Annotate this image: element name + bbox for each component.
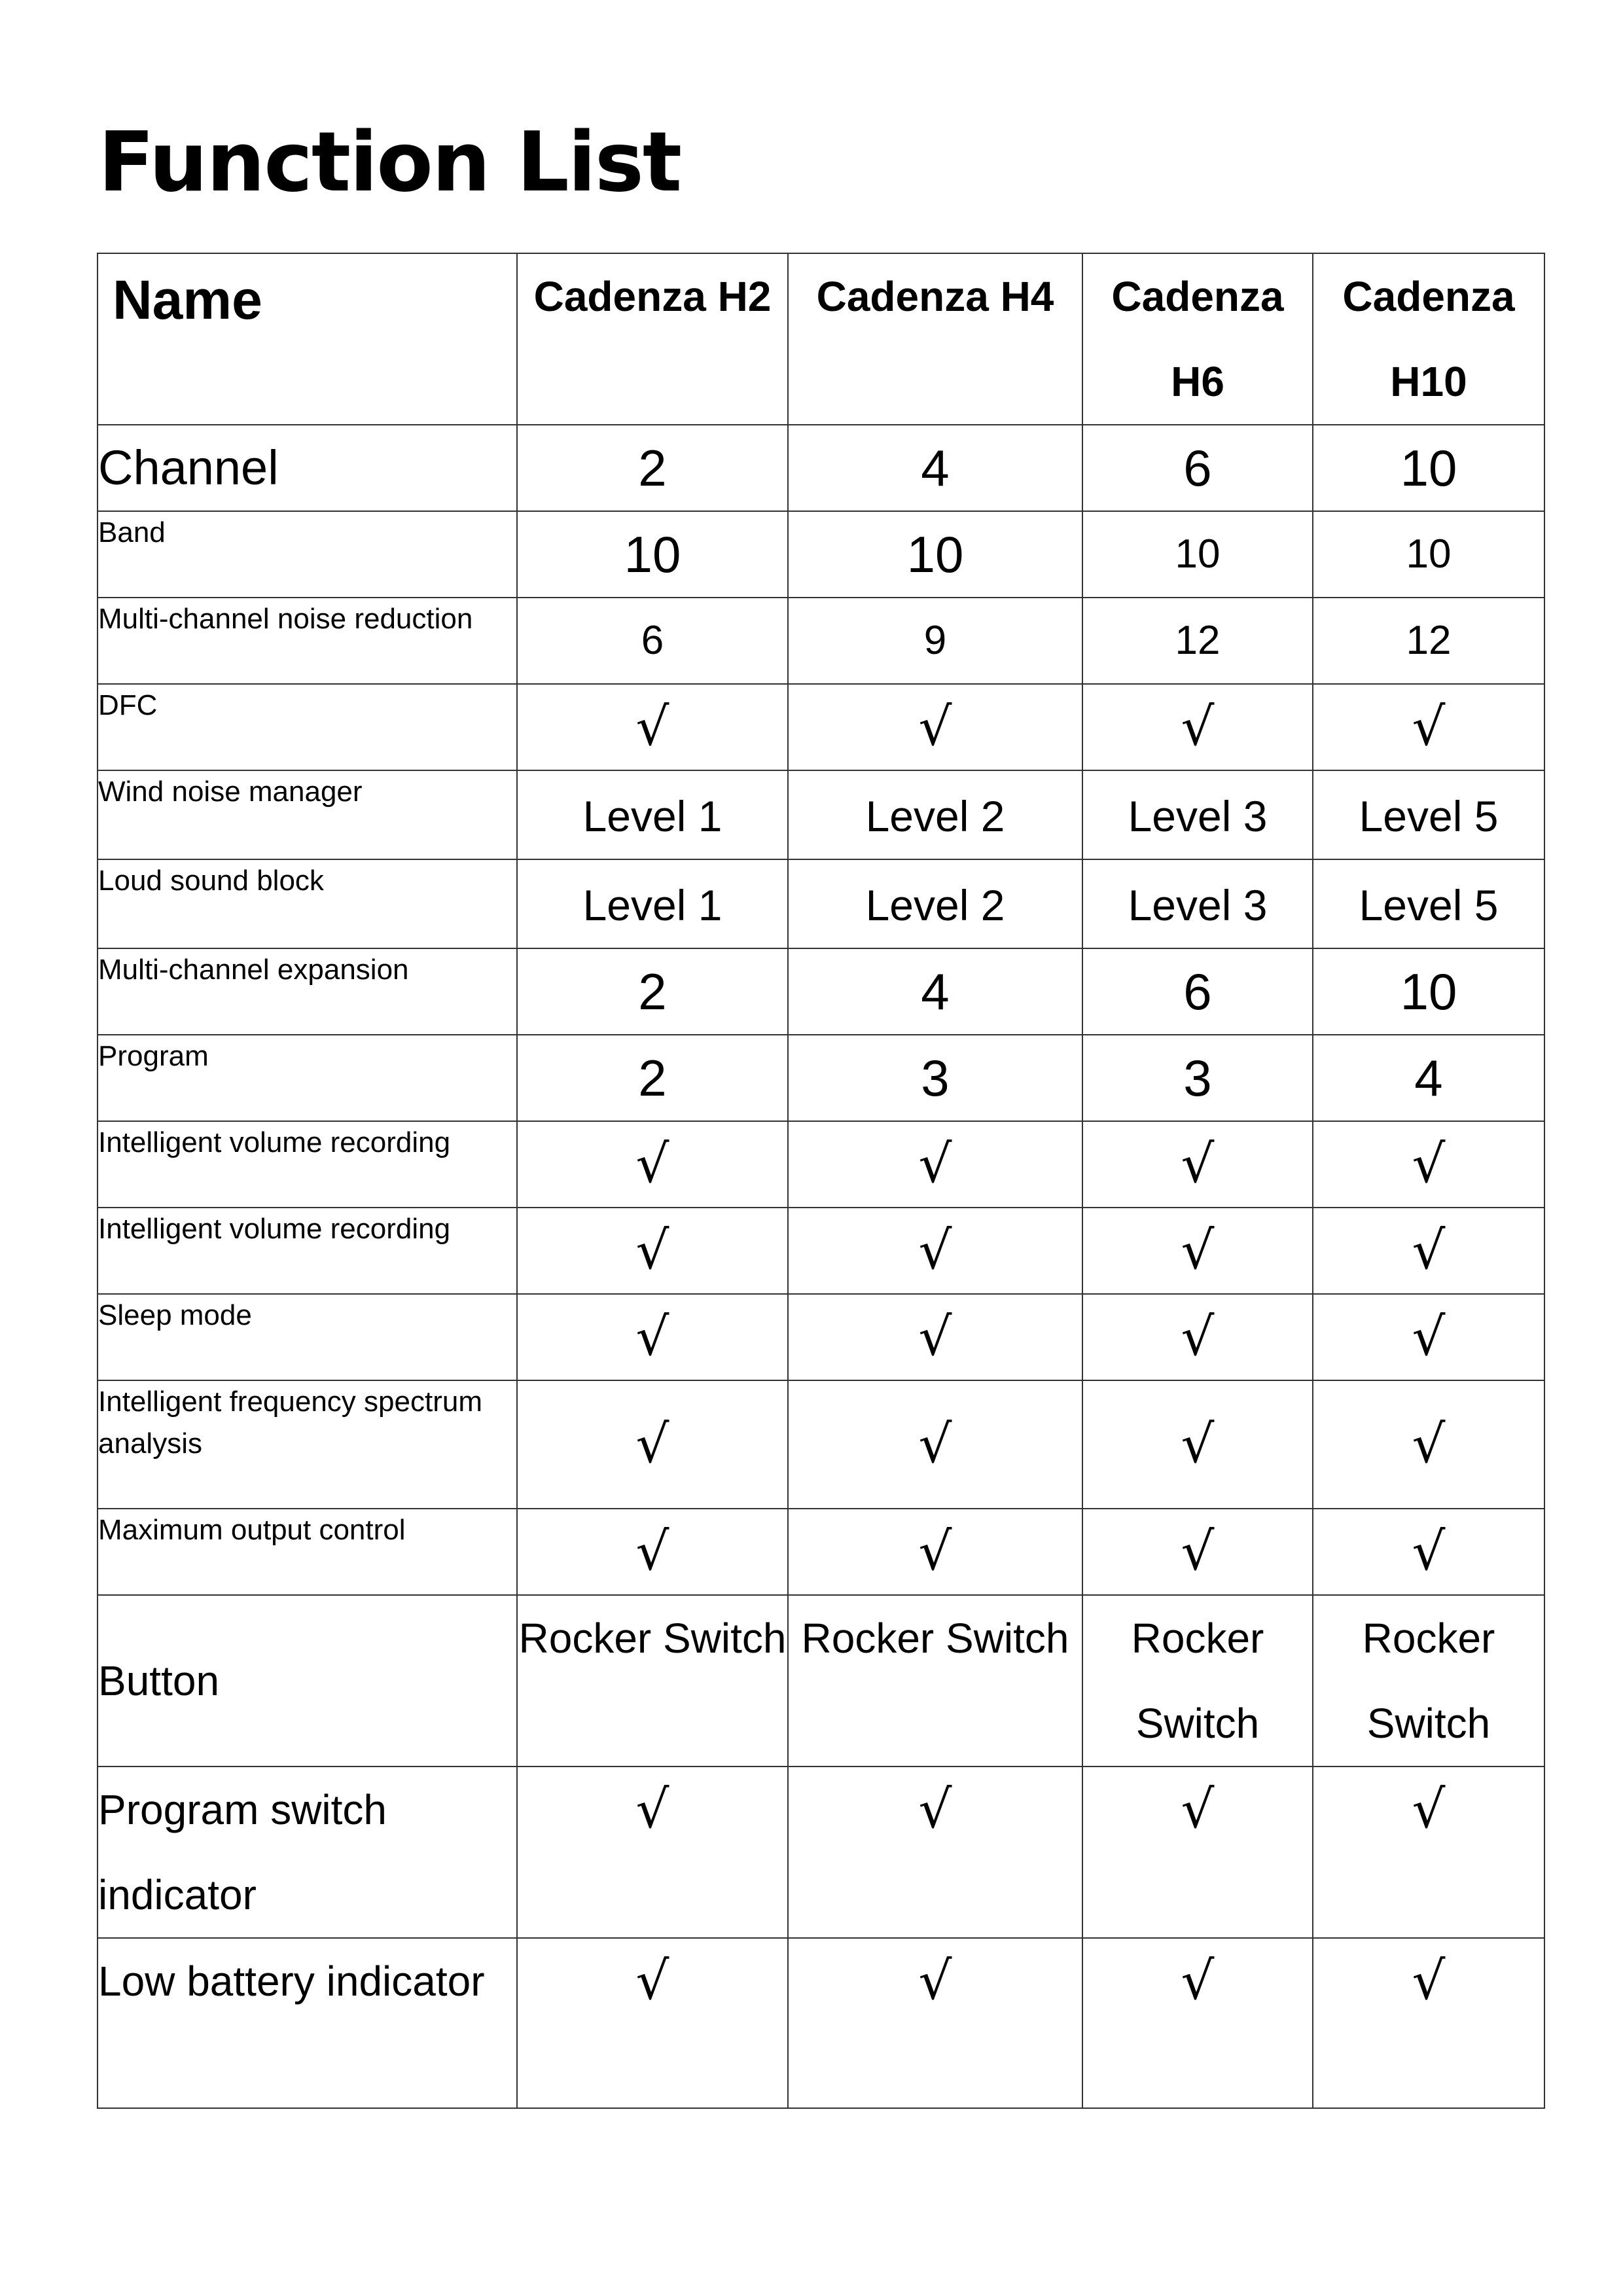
header-name: Name <box>98 253 517 425</box>
table-row <box>98 1035 1544 1121</box>
row-label: Program switch indicator <box>98 1767 517 1938</box>
cell-value: 3 <box>1082 1035 1313 1121</box>
cell-value: Rocker Switch <box>517 1595 788 1767</box>
row-label: Channel <box>98 425 517 511</box>
check-mark: √ <box>1313 1380 1544 1509</box>
cell-value: 4 <box>1313 1035 1544 1121</box>
check-mark: √ <box>1313 1208 1544 1294</box>
check-mark: √ <box>788 1294 1082 1380</box>
row-label: Intelligent volume recording <box>98 1208 517 1294</box>
check-mark: √ <box>1082 1509 1313 1595</box>
check-mark: √ <box>517 1294 788 1380</box>
function-table <box>97 253 1545 2109</box>
cell-value: Level 1 <box>517 859 788 948</box>
check-mark: √ <box>1313 1938 1544 2108</box>
header-model: Cadenza H4 <box>788 253 1082 425</box>
check-mark: √ <box>788 1121 1082 1208</box>
row-label: Maximum output control <box>98 1509 517 1595</box>
table-row <box>98 859 1544 948</box>
cell-value: 4 <box>788 948 1082 1035</box>
table-row <box>98 511 1544 598</box>
cell-value: 10 <box>1313 511 1544 598</box>
check-mark: √ <box>517 1380 788 1509</box>
row-label: Low battery indicator <box>98 1938 517 2108</box>
check-mark: √ <box>788 1509 1082 1595</box>
check-mark: √ <box>517 1121 788 1208</box>
row-label: Program <box>98 1035 517 1121</box>
header-model: Cadenza H6 <box>1082 253 1313 425</box>
check-mark: √ <box>1082 1380 1313 1509</box>
table-row <box>98 1380 1544 1509</box>
header-model: Cadenza H2 <box>517 253 788 425</box>
check-mark: √ <box>517 1509 788 1595</box>
cell-value: Level 5 <box>1313 859 1544 948</box>
row-label: Intelligent frequency spectrum analysis <box>98 1380 517 1509</box>
check-mark: √ <box>1313 1121 1544 1208</box>
cell-value: Level 5 <box>1313 770 1544 859</box>
table-row <box>98 1938 1544 2108</box>
check-mark: √ <box>1313 684 1544 770</box>
check-mark: √ <box>1082 1938 1313 2108</box>
row-label: Wind noise manager <box>98 770 517 859</box>
table-row <box>98 1767 1544 1938</box>
row-label: Button <box>98 1595 517 1767</box>
cell-value: 10 <box>1313 948 1544 1035</box>
cell-value: Level 2 <box>788 859 1082 948</box>
table-row <box>98 1121 1544 1208</box>
table-row <box>98 1294 1544 1380</box>
row-label: Intelligent volume recording <box>98 1121 517 1208</box>
row-label: Loud sound block <box>98 859 517 948</box>
table-row <box>98 770 1544 859</box>
check-mark: √ <box>1082 1767 1313 1938</box>
cell-value: 12 <box>1082 598 1313 684</box>
check-mark: √ <box>1082 1121 1313 1208</box>
page-title: Function List <box>98 114 681 210</box>
table-row <box>98 684 1544 770</box>
cell-value: 12 <box>1313 598 1544 684</box>
row-label: Sleep mode <box>98 1294 517 1380</box>
cell-value: 10 <box>1313 425 1544 511</box>
cell-value: 2 <box>517 425 788 511</box>
cell-value: Rocker Switch <box>788 1595 1082 1767</box>
check-mark: √ <box>1082 684 1313 770</box>
check-mark: √ <box>1313 1509 1544 1595</box>
table-row <box>98 948 1544 1035</box>
cell-value: 4 <box>788 425 1082 511</box>
table-row <box>98 1208 1544 1294</box>
check-mark: √ <box>1082 1208 1313 1294</box>
check-mark: √ <box>788 1938 1082 2108</box>
cell-value: 9 <box>788 598 1082 684</box>
header-model: Cadenza H10 <box>1313 253 1544 425</box>
check-mark: √ <box>517 684 788 770</box>
cell-value: Rocker Switch <box>1313 1595 1544 1767</box>
cell-value: 6 <box>1082 948 1313 1035</box>
cell-value: Rocker Switch <box>1082 1595 1313 1767</box>
cell-value: 10 <box>788 511 1082 598</box>
row-label: Multi-channel expansion <box>98 948 517 1035</box>
check-mark: √ <box>1313 1767 1544 1938</box>
cell-value: 10 <box>517 511 788 598</box>
cell-value: Level 3 <box>1082 770 1313 859</box>
cell-value: Level 1 <box>517 770 788 859</box>
table-row <box>98 1595 1544 1767</box>
cell-value: 10 <box>1082 511 1313 598</box>
cell-value: 2 <box>517 948 788 1035</box>
cell-value: Level 3 <box>1082 859 1313 948</box>
cell-value: Level 2 <box>788 770 1082 859</box>
table-row <box>98 425 1544 511</box>
check-mark: √ <box>517 1208 788 1294</box>
table-header-row <box>98 253 1544 425</box>
table-row <box>98 598 1544 684</box>
cell-value: 2 <box>517 1035 788 1121</box>
cell-value: 3 <box>788 1035 1082 1121</box>
row-label: Multi-channel noise reduction <box>98 598 517 684</box>
check-mark: √ <box>788 684 1082 770</box>
check-mark: √ <box>788 1380 1082 1509</box>
check-mark: √ <box>1082 1294 1313 1380</box>
check-mark: √ <box>788 1208 1082 1294</box>
check-mark: √ <box>517 1767 788 1938</box>
row-label: Band <box>98 511 517 598</box>
check-mark: √ <box>788 1767 1082 1938</box>
check-mark: √ <box>517 1938 788 2108</box>
cell-value: 6 <box>517 598 788 684</box>
row-label: DFC <box>98 684 517 770</box>
check-mark: √ <box>1313 1294 1544 1380</box>
table-row <box>98 1509 1544 1595</box>
cell-value: 6 <box>1082 425 1313 511</box>
